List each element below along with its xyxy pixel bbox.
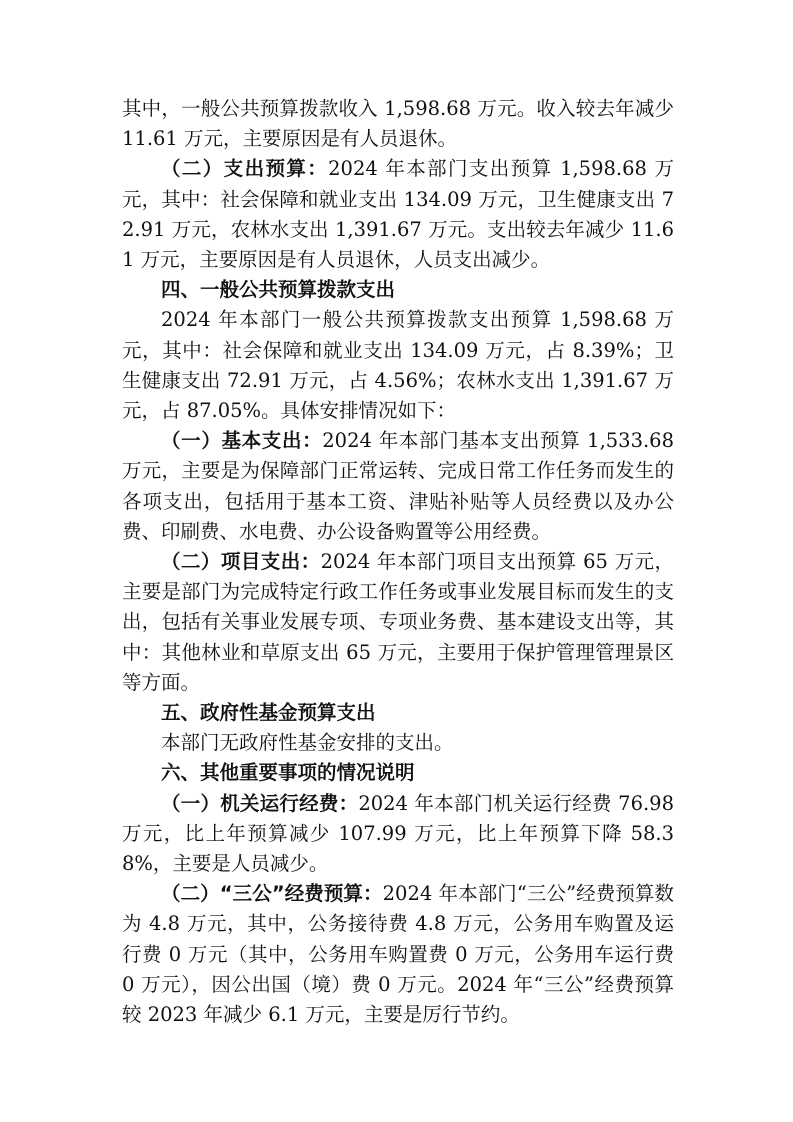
section-label: （一）机关运行经费： (161, 791, 359, 815)
section-label: （二）支出预算： (161, 157, 329, 181)
paragraph-text: 2024 年本部门项目支出预算 65 万元，主要是部门为完成特定行政工作任务或事业发展目标而发生的支出，包括有关事业发展专项、专项业务费、基本建设支出等，其中：其他林业和草原支出 65 万元，主要用于保护管理管理景区等方面。 (122, 550, 674, 694)
section-label: （二）项目支出： (161, 550, 321, 574)
paragraph-basic-expenditure (122, 426, 674, 547)
paragraph-three-public-expenses (122, 879, 674, 1030)
paragraph-text: 2024 年本部门“三公”经费预算数为 4.8 万元，其中，公务接待费 4.8 万元，公务用车购置及运行费 0 万元（其中，公务用车购置费 0 万元，公务用车运行费 0 万元），因公出国（境）费 0 万元。2024 年“三公”经费预算较 2023 年减少 6.1 万元，主要是厉行节约。 (122, 882, 674, 1027)
paragraph-text: 2024 年本部门一般公共预算拨款支出预算 1,598.68 万元，其中：社会保障和就业支出 134.09 万元，占 8.39%；卫生健康支出 72.91 万元，占 4.56%；农林水支出 1,391.67 万元，占 87.05%。具体安排情况如下： (122, 308, 674, 423)
paragraph-text: 2024 年本部门支出预算 1,598.68 万元，其中：社会保障和就业支出 134.09 万元，卫生健康支出 72.91 万元，农林水支出 1,391.67 万元。支出较去年减少 11.61 万元，主要原因是有人员退休，人员支出减少。 (122, 157, 674, 272)
heading-other-important-matters: 六、其他重要事项的情况说明 (161, 761, 415, 785)
paragraph-text: 其中，一般公共预算拨款收入 1,598.68 万元。收入较去年减少 11.61 万元，主要原因是有人员退休。 (122, 97, 674, 151)
paragraph-text: 2024 年本部门基本支出预算 1,533.68 万元，主要是为保障部门正常运转、完成日常工作任务而发生的各项支出，包括用于基本工资、津贴补贴等人员经费以及办公费、印刷费、水电费、办公设备购置等公用经费。 (122, 429, 674, 543)
heading-general-budget-expenditure: 四、一般公共预算拨款支出 (161, 278, 396, 302)
paragraph-text: 2024 年本部门机关运行经费 76.98 万元，比上年预算减少 107.99 万元，比上年预算下降 58.38%，主要是人员减少。 (122, 791, 674, 876)
paragraph-text: 本部门无政府性基金安排的支出。 (161, 731, 454, 755)
heading-government-fund-expenditure: 五、政府性基金预算支出 (161, 701, 376, 725)
paragraph-income-summary (122, 94, 674, 154)
section-label: （一）基本支出： (161, 429, 323, 453)
document-page (122, 94, 674, 1030)
section-label: （二）“三公”经费预算： (161, 882, 383, 906)
paragraph-project-expenditure (122, 547, 674, 698)
paragraph-operating-expenses (122, 789, 674, 880)
paragraph-government-fund (122, 728, 674, 758)
paragraph-general-budget-expenditure (122, 305, 674, 426)
paragraph-expenditure-budget (122, 154, 674, 275)
